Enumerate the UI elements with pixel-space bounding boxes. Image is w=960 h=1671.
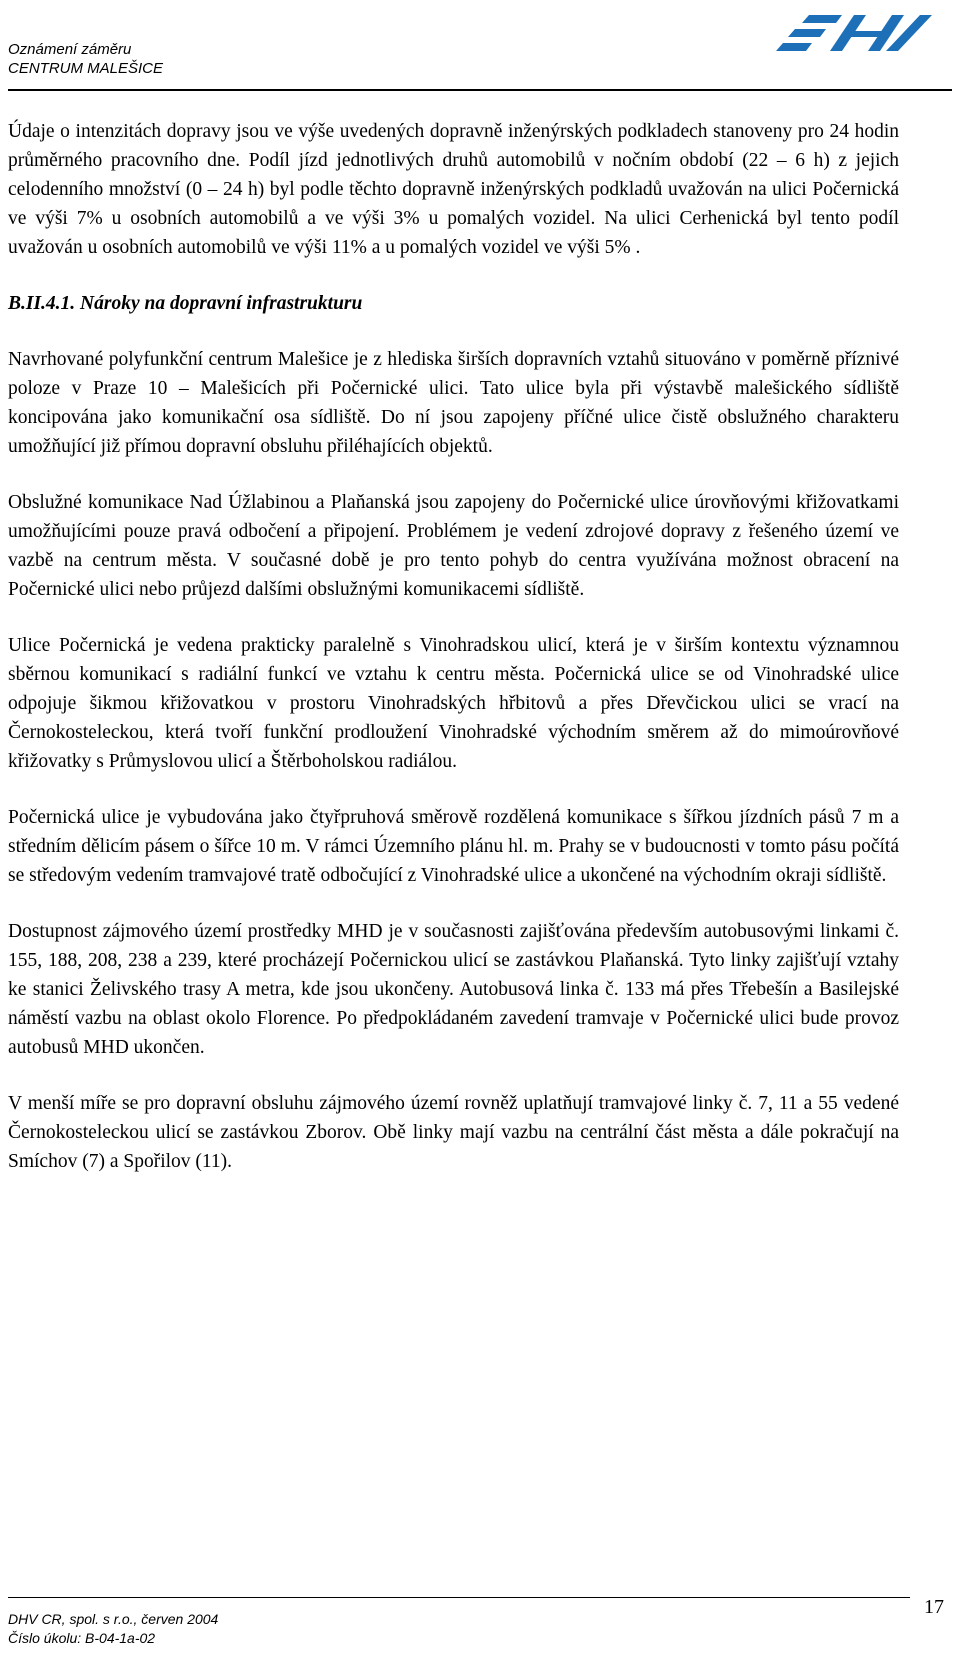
footer-task-number: Číslo úkolu: B-04-1a-02 [8,1630,156,1646]
paragraph-location: Navrhované polyfunkční centrum Malešice je z hlediska širších dopravních vztahů situováno v poměrně příznivé poloze v Praze 10 – Malešicích při Počernické ulici. Tato ulice byla při výstavbě malešického sídliště koncipována jako komunikační osa sídliště. Do ní jsou zapojeny příčné ulice čistě obslužného charakteru umožňující již přímou dopravní obsluhu přiléhajících objektů. [8,349,899,457]
dhv-logo [768,7,938,63]
paragraph-pocernicka-street: Ulice Počernická je vedena prakticky paralelně s Vinohradskou ulicí, která je v širším kontextu významnou sběrnou komunikací s radiální funkcí ve vztahu k centru města. Počernická ulice se od Vinohradské ulice odpojuje šikmou křižovatkou v prostoru Vinohradských hřbitovů a přes Dřevčickou ulici se vrací na Černokosteleckou, která tvoří funkční prodloužení Vinohradské východním směrem až do mimoúrovňové křižovatky s Průmyslovou ulicí a Štěrboholskou radiálou. [8,635,899,772]
paragraph-tram-lines: V menší míře se pro dopravní obsluhu zájmového území rovněž uplatňují tramvajové linky č. 7, 11 a 55 vedené Černokosteleckou ulicí se zastávkou Zborov. Obě linky mají vazbu na centrální část města a dále pokračují na Smíchov (7) a Spořilov (11). [8,1093,899,1172]
paragraph-traffic-intensity: Údaje o intenzitách dopravy jsou ve výše uvedených dopravně inženýrských podkladech stanoveny pro 24 hodin průměrného pracovního dne. Podíl jízd jednotlivých druhů automobilů v nočním období (22 – 6 h) z jejich celodenního množství (0 – 24 h) byl podle těchto dopravně inženýrských podkladů uvažován na ulici Počernická ve výši 7% u osobních automobilů a ve výši 3% u pomalých vozidel. Na ulici Cerhenická byl tento podíl uvažován u osobních automobilů ve výši 11% a u pomalých vozidel ve výši 5% . [8,121,899,258]
page-header [8,40,952,92]
paragraph-bus-lines: Dostupnost zájmového území prostředky MHD je v současnosti zajišťována především autobusovými linkami č. 155, 188, 208, 238 a 239, které procházejí Počernickou ulicí se zastávkou Plaňanská. Tyto linky zajišťují vztahy ke stanici Želivského trasy A metra, kde jsou ukončeny. Autobusová linka č. 133 má přes Třebešín a Basilejské náměstí vazbu na oblast okolo Florence. Po předpokládaném zavedení tramvaje v Počernické ulici bude provoz autobusů MHD ukončen. [8,921,899,1058]
footer-divider [8,1597,910,1598]
paragraph-road-profile: Počernická ulice je vybudována jako čtyřpruhová směrově rozdělená komunikace s šířkou jízdních pásů 7 m a středním dělicím pásem o šířce 10 m. V rámci Územního plánu hl. m. Prahy se v budoucnosti v tomto pásu počítá se středovým vedením tramvajové tratě odbočující z Vinohradské ulice a ukončené na východním okraji sídliště. [8,807,899,886]
page-footer [8,1610,218,1648]
header-project-name: CENTRUM MALEŠICE [8,60,164,77]
paragraph-service-roads: Obslužné komunikace Nad Úžlabinou a Plaňanská jsou zapojeny do Počernické ulice úrovňovými křižovatkami umožňujícími pouze pravá odbočení a připojení. Problémem je vedení zdrojové dopravy z řešeného území ve vazbě na centrum města. V současné době je pro tento pohyb do centra využívána možnost obracení na Počernické ulici nebo průjezd dalšími obslužnými komunikacemi sídliště. [8,492,899,600]
header-text [8,40,163,78]
document-body [8,117,899,1203]
section-heading: B.II.4.1. Nároky na dopravní infrastrukturu [8,293,363,314]
header-document-type: Oznámení záměru [8,41,132,58]
header-divider [8,89,952,91]
page-number: 17 [924,1596,944,1618]
footer-company-date: DHV CR, spol. s r.o., červen 2004 [8,1611,219,1627]
